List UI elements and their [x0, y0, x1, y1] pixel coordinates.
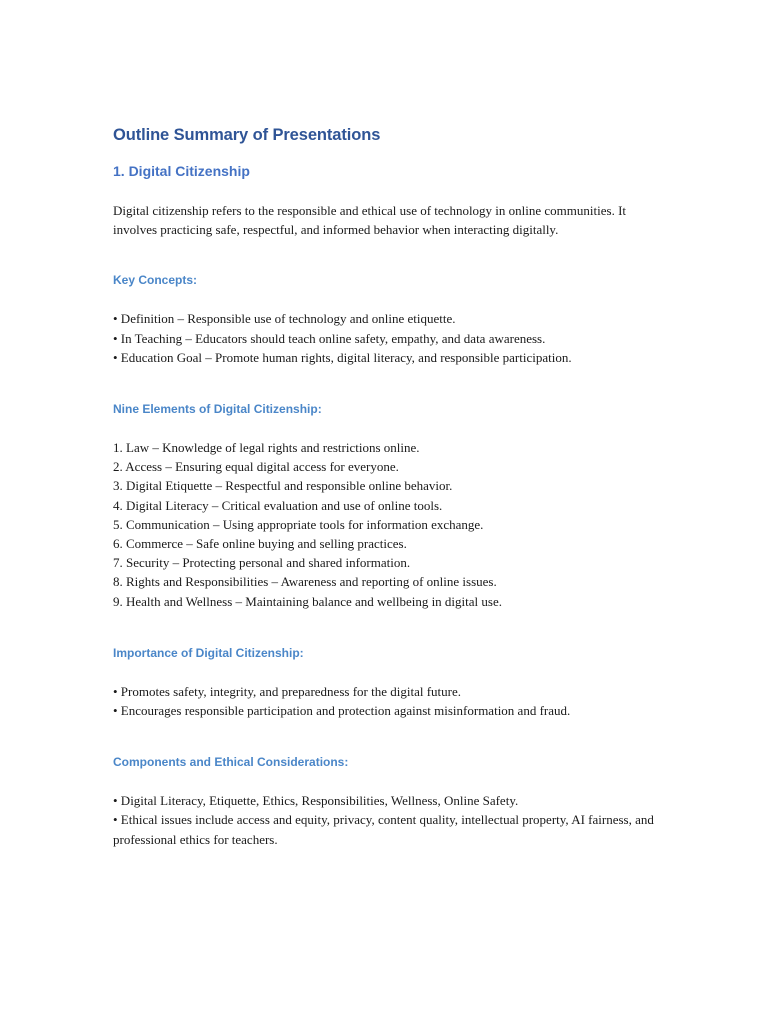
nine-elements-list — [113, 438, 658, 611]
key-concepts-list — [113, 309, 658, 367]
importance-heading: Importance of Digital Citizenship: — [113, 645, 304, 660]
list-item: 6. Commerce – Safe online buying and selling practices. — [113, 536, 407, 552]
list-item: • Promotes safety, integrity, and preparedness for the digital future. — [113, 683, 461, 699]
list-item: 4. Digital Literacy – Critical evaluation and use of online tools. — [113, 497, 443, 513]
components-heading: Components and Ethical Considerations: — [113, 755, 349, 770]
list-item: • Definition – Responsible use of technology and online etiquette. — [113, 311, 456, 327]
list-item: 2. Access – Ensuring equal digital access for everyone. — [113, 459, 399, 475]
importance-section — [113, 644, 658, 720]
list-item: • Digital Literacy, Etiquette, Ethics, Responsibilities, Wellness, Online Safety. — [113, 793, 519, 809]
intro-paragraph: Digital citizenship refers to the responsible and ethical use of technology in online communities. It involves practicing safe, respectful, and informed behavior when interacting digitally. — [113, 203, 627, 238]
list-item: 3. Digital Etiquette – Respectful and responsible online behavior. — [113, 478, 453, 494]
nine-elements-section — [113, 400, 658, 611]
document-page — [113, 124, 658, 849]
list-item: • In Teaching – Educators should teach online safety, empathy, and data awareness. — [113, 330, 546, 346]
list-item: • Education Goal – Promote human rights, digital literacy, and responsible participation. — [113, 349, 572, 365]
components-list — [113, 791, 658, 849]
section-heading: 1. Digital Citizenship — [113, 163, 250, 179]
nine-elements-heading: Nine Elements of Digital Citizenship: — [113, 402, 322, 417]
list-item: 9. Health and Wellness – Maintaining balance and wellbeing in digital use. — [113, 593, 502, 609]
key-concepts-heading: Key Concepts: — [113, 273, 198, 288]
list-item: • Encourages responsible participation and protection against misinformation and fraud. — [113, 703, 571, 719]
list-item: 5. Communication – Using appropriate tools for information exchange. — [113, 516, 484, 532]
list-item: 1. Law – Knowledge of legal rights and restrictions online. — [113, 440, 420, 456]
list-item: 7. Security – Protecting personal and shared information. — [113, 555, 411, 571]
importance-list — [113, 682, 658, 720]
components-section — [113, 753, 658, 849]
list-item: • Ethical issues include access and equity, privacy, content quality, intellectual property, AI fairness, and professional ethics for teachers. — [113, 812, 654, 847]
list-item: 8. Rights and Responsibilities – Awareness and reporting of online issues. — [113, 574, 497, 590]
document-title: Outline Summary of Presentations — [113, 126, 381, 144]
key-concepts-section — [113, 271, 658, 367]
